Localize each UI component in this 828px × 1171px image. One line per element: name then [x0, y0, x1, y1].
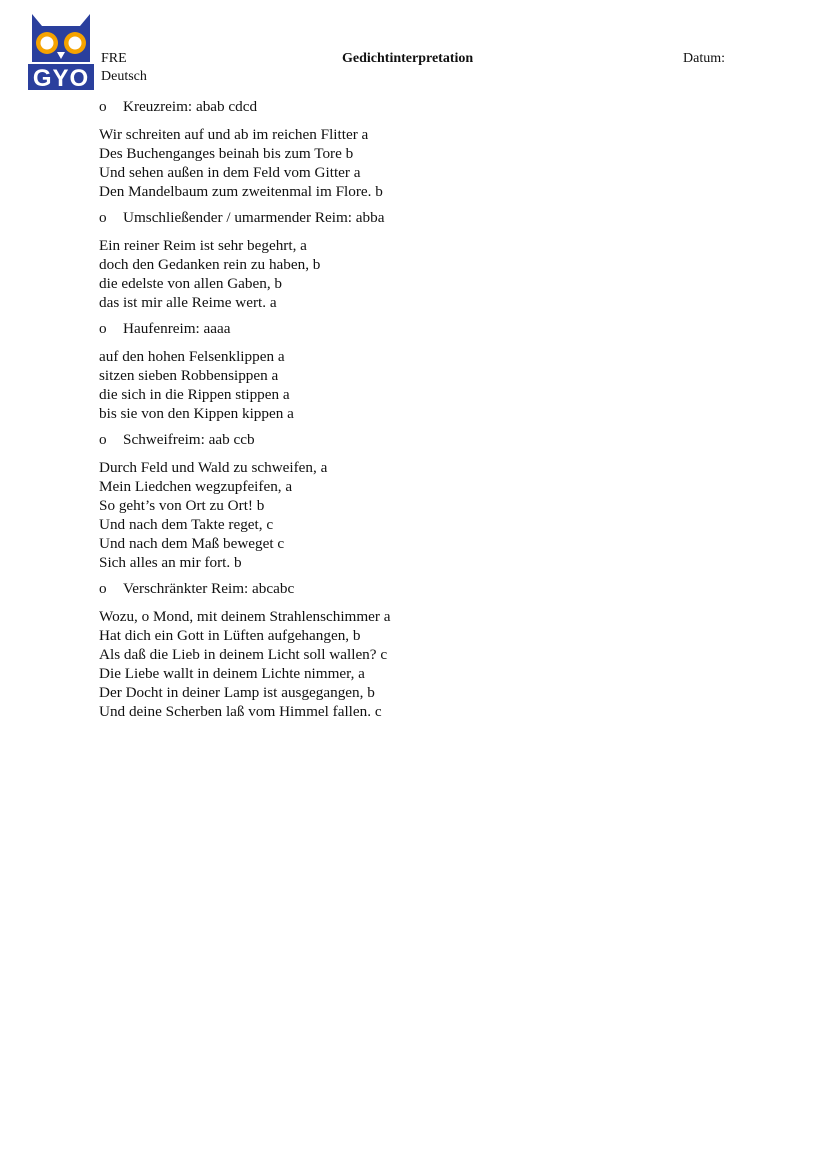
poem-line: Und nach dem Takte reget, c: [99, 516, 274, 533]
poem-line: die edelste von allen Gaben, b: [99, 275, 283, 292]
poem-excerpt: [99, 347, 799, 423]
owl-logo: [28, 14, 94, 90]
section-schweifreim: [99, 430, 799, 572]
section-heading: Kreuzreim: abab cdcd: [123, 98, 258, 115]
poem-line: Des Buchenganges beinah bis zum Tore b: [99, 145, 354, 162]
poem-line: das ist mir alle Reime wert. a: [99, 294, 277, 311]
poem-excerpt: [99, 607, 799, 721]
poem-line: Und sehen außen in dem Feld vom Gitter a: [99, 164, 361, 181]
course-code: FRE: [101, 51, 127, 66]
poem-line: Der Docht in deiner Lamp ist ausgegangen, b: [99, 684, 375, 701]
section-heading: Haufenreim: aaaa: [123, 320, 231, 337]
bullet-icon: o: [99, 580, 107, 597]
date-label: Datum:: [683, 51, 725, 66]
page-title: Gedichtinterpretation: [342, 51, 474, 66]
poem-line: bis sie von den Kippen kippen a: [99, 405, 294, 422]
poem-line: Ein reiner Reim ist sehr begehrt, a: [99, 237, 307, 254]
section-heading: Umschließender / umarmender Reim: abba: [123, 209, 385, 226]
poem-line: So geht’s von Ort zu Ort! b: [99, 497, 265, 514]
section-umarmender-reim: [99, 208, 799, 312]
section-heading: Verschränkter Reim: abcabc: [123, 580, 295, 597]
bullet-icon: o: [99, 431, 107, 448]
poem-line: auf den hohen Felsenklippen a: [99, 348, 285, 365]
poem-line: Hat dich ein Gott in Lüften aufgehangen, b: [99, 627, 361, 644]
subject-label: Deutsch: [101, 69, 147, 84]
poem-excerpt: [99, 458, 799, 572]
poem-line: Die Liebe wallt in deinem Lichte nimmer, a: [99, 665, 365, 682]
poem-line: Wozu, o Mond, mit deinem Strahlenschimmer a: [99, 608, 391, 625]
poem-line: Sich alles an mir fort. b: [99, 554, 242, 571]
poem-line: Mein Liedchen wegzupfeifen, a: [99, 478, 293, 495]
poem-line: Und nach dem Maß beweget c: [99, 535, 285, 552]
poem-line: Und deine Scherben laß vom Himmel fallen. c: [99, 703, 382, 720]
section-verschraenkter-reim: [99, 579, 799, 721]
section-haufenreim: [99, 319, 799, 423]
bullet-icon: o: [99, 320, 107, 337]
poem-line: Als daß die Lieb in deinem Licht soll wallen? c: [99, 646, 388, 663]
poem-line: doch den Gedanken rein zu haben, b: [99, 256, 321, 273]
bullet-icon: o: [99, 98, 107, 115]
poem-excerpt: [99, 125, 799, 201]
poem-line: Wir schreiten auf und ab im reichen Flitter a: [99, 126, 369, 143]
poem-excerpt: [99, 236, 799, 312]
course-info: [101, 50, 147, 86]
logo-lettering: GYO: [32, 65, 90, 90]
section-heading: Schweifreim: aab ccb: [123, 431, 255, 448]
section-kreuzreim: [99, 97, 799, 201]
poem-line: die sich in die Rippen stippen a: [99, 386, 290, 403]
poem-line: Den Mandelbaum zum zweitenmal im Flore. b: [99, 183, 383, 200]
poem-line: sitzen sieben Robbensippen a: [99, 367, 279, 384]
poem-line: Durch Feld und Wald zu schweifen, a: [99, 459, 328, 476]
rhyme-scheme-list: [99, 97, 799, 728]
bullet-icon: o: [99, 209, 107, 226]
